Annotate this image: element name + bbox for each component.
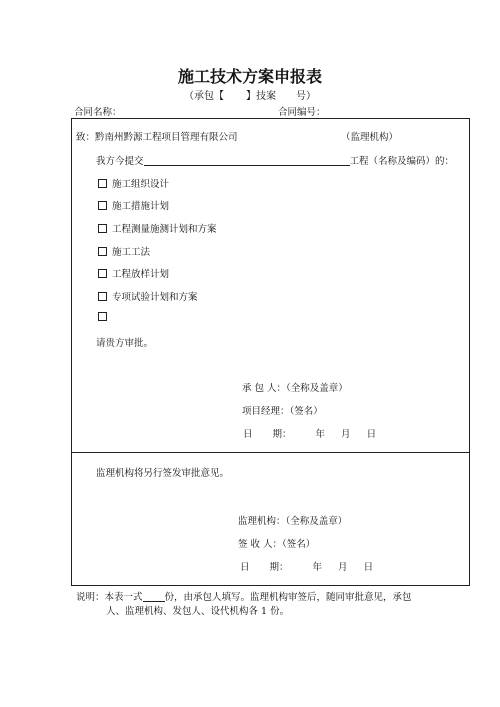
contract-name-label: 合同名称： <box>74 107 122 118</box>
footnote-line-2: 人、监理机构、发包人、设代机构各 1 份。 <box>106 606 290 617</box>
footnote-text-1: 份，由承包人填写。监理机构审签后，随同审批意见，承包 <box>164 592 412 603</box>
year-label: 年 <box>312 562 323 573</box>
subtitle-part2: 】技案 <box>246 91 276 102</box>
checkbox-icon[interactable] <box>98 224 107 233</box>
recipient-suffix: （监理机构） <box>341 132 399 143</box>
date-label: 日 <box>240 562 250 573</box>
date-label-suffix: 期： <box>272 429 292 440</box>
receiver-label: 签 收 人：（签名） <box>238 539 316 550</box>
date-label: 日 <box>243 429 253 440</box>
option-label: 施工措施计划 <box>112 201 170 212</box>
footnote-prefix: 说明：本表一式 <box>76 592 143 603</box>
footnote-line-1 <box>76 589 412 603</box>
option-label: 专项试验计划和方案 <box>112 292 198 303</box>
option-item[interactable] <box>98 289 198 303</box>
supervision-note: 监理机构将另行签发审批意见。 <box>96 468 230 479</box>
month-label: 月 <box>338 562 348 573</box>
option-item[interactable] <box>98 244 150 258</box>
option-item[interactable] <box>98 312 112 323</box>
subtitle-part1: （承包【 <box>184 91 224 102</box>
supervision-date-row <box>240 559 373 573</box>
project-name-blank[interactable] <box>144 156 350 166</box>
submit-line <box>96 153 454 167</box>
section-divider <box>71 452 470 453</box>
day-label: 日 <box>363 562 374 573</box>
copies-blank[interactable] <box>143 592 165 602</box>
option-item[interactable] <box>98 176 169 190</box>
request-text: 请贵方审批。 <box>96 338 154 349</box>
year-label: 年 <box>315 429 326 440</box>
supervision-org-label: 监理机构：（全称及盖章） <box>238 516 348 527</box>
page-title: 施工技术方案申报表 <box>177 67 322 86</box>
contract-no-label: 合同编号： <box>278 107 326 118</box>
checkbox-icon[interactable] <box>98 247 107 256</box>
form-subtitle <box>0 87 500 102</box>
option-item[interactable] <box>98 198 169 212</box>
month-label: 月 <box>341 429 351 440</box>
date-label-suffix: 期： <box>269 562 289 573</box>
option-label: 施工工法 <box>112 247 151 258</box>
project-manager-label: 项目经理：（签名） <box>242 406 323 417</box>
option-label: 工程测量施测计划和方案 <box>112 224 217 235</box>
checkbox-icon[interactable] <box>98 201 107 210</box>
day-label: 日 <box>366 429 377 440</box>
submit-suffix: 工程（名称及编码）的： <box>349 156 455 167</box>
option-item[interactable] <box>98 266 169 280</box>
checkbox-icon[interactable] <box>98 179 107 188</box>
contractor-label: 承 包 人：（全称及盖章） <box>242 383 348 394</box>
recipient-line: 致：黔南州黔源工程项目管理有限公司 <box>76 132 238 143</box>
checkbox-icon[interactable] <box>98 269 107 278</box>
option-label: 施工组织设计 <box>112 179 170 190</box>
option-item[interactable] <box>98 221 217 235</box>
subtitle-part3: 号） <box>296 91 316 102</box>
checkbox-icon[interactable] <box>98 312 107 321</box>
contractor-date-row <box>243 426 376 440</box>
submit-prefix: 我方今提交 <box>96 156 144 167</box>
option-label: 工程放样计划 <box>112 269 170 280</box>
checkbox-icon[interactable] <box>98 292 107 301</box>
